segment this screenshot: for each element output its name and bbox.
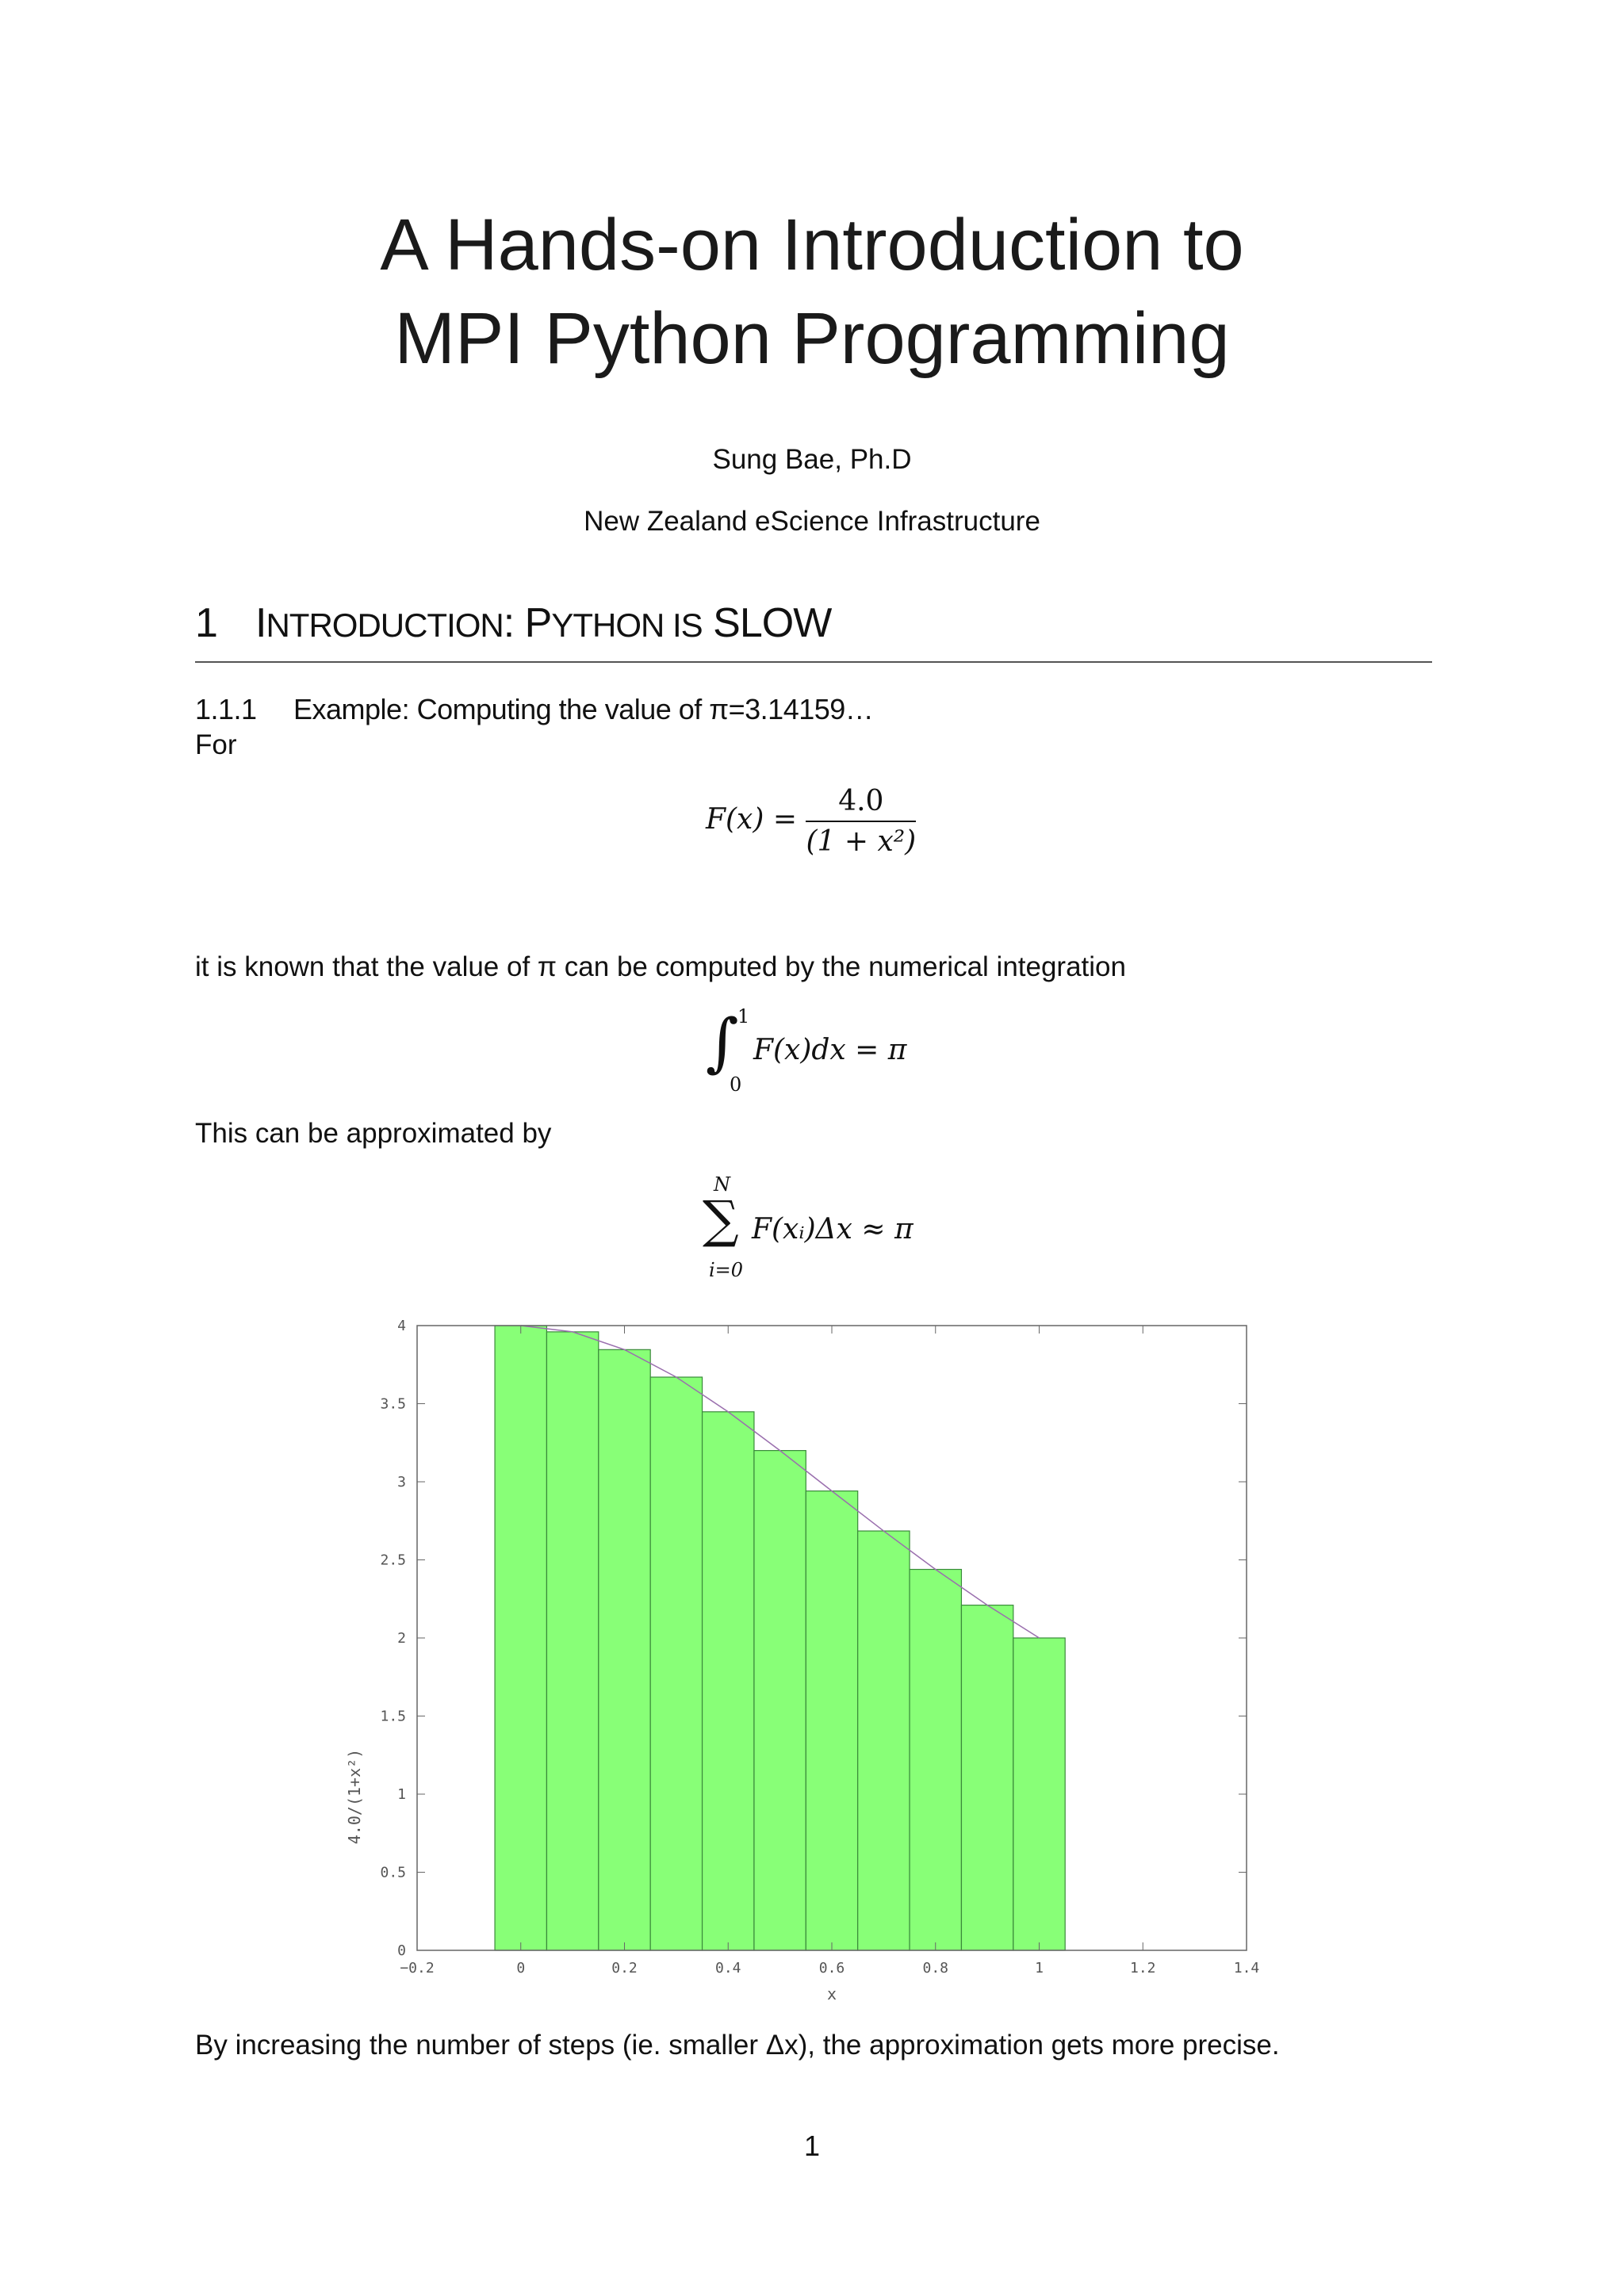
x-tick-label-5: 0.8: [922, 1960, 949, 1976]
eq1-fraction: [806, 785, 916, 858]
title-line-1: A Hands-on Introduction to: [380, 205, 1244, 285]
bar-10: [1013, 1638, 1065, 1950]
x-tick-label-2: 0.2: [611, 1960, 638, 1976]
sum-sign: ∑: [703, 1191, 739, 1249]
section-heading: [195, 596, 1432, 663]
x-tick-label-8: 1.4: [1233, 1960, 1260, 1976]
text-approx: This can be approximated by: [195, 1118, 552, 1149]
y-tick-label-2: 1: [397, 1786, 406, 1803]
bar-0: [495, 1326, 546, 1950]
bar-1: [546, 1332, 598, 1950]
x-tick-label-4: 0.6: [818, 1960, 845, 1976]
subsection-title: Example: Computing the value of π=3.14159…: [293, 693, 874, 725]
sum-lower: i=0: [709, 1259, 744, 1281]
equation-integral: [706, 1005, 944, 1100]
equation-sum: [703, 1173, 956, 1284]
eq1-numerator: 4.0: [806, 785, 916, 822]
eq1-denominator: (1 + x²): [806, 825, 917, 858]
text-integration: it is known that the value of π can be computed by the numerical integration: [195, 951, 1126, 982]
y-tick-label-0: 0: [397, 1942, 406, 1959]
bar-7: [858, 1531, 910, 1950]
y-axis-label: 4.0/(1+x²): [345, 1748, 364, 1845]
bars-group: [495, 1326, 1065, 1950]
x-tick-label-6: 1: [1035, 1960, 1044, 1976]
bar-6: [806, 1491, 857, 1950]
y-tick-label-6: 3: [397, 1474, 406, 1490]
section-title: INTRODUCTION: PYTHON IS SLOW: [255, 600, 832, 646]
y-tick-label-5: 2.5: [380, 1552, 406, 1569]
riemann-sum-chart: [341, 1308, 1277, 2022]
bar-3: [650, 1377, 702, 1950]
author: Sung Bae, Ph.D: [712, 444, 912, 475]
integral-body: F(x)dx = π: [753, 1034, 907, 1066]
affiliation: New Zealand eScience Infrastructure: [584, 506, 1040, 537]
eq1-lhs: F(x) =: [706, 803, 797, 836]
document-title: [0, 198, 1624, 385]
integral-lower: 0: [730, 1073, 742, 1096]
integral-sign: ∫: [706, 1005, 739, 1079]
subsection-number: 1.1.1: [195, 693, 257, 725]
y-tick-label-8: 4: [397, 1318, 406, 1334]
bar-2: [599, 1349, 650, 1950]
title-line-2: MPI Python Programming: [394, 298, 1230, 379]
y-tick-label-4: 2: [397, 1630, 406, 1647]
bar-9: [961, 1605, 1013, 1950]
section-number: 1: [195, 600, 218, 646]
x-axis-label: x: [826, 1984, 837, 2003]
x-tick-label-3: 0.4: [714, 1960, 741, 1976]
subsection-heading: [195, 693, 873, 726]
bar-5: [754, 1451, 806, 1950]
equation-f-of-x: [706, 785, 916, 858]
bar-8: [910, 1570, 961, 1950]
sum-body: F(xᵢ)Δx ≈ π: [752, 1213, 914, 1246]
sum-upper: N: [714, 1173, 730, 1196]
y-tick-label-1: 0.5: [380, 1864, 406, 1881]
text-conclusion: By increasing the number of steps (ie. smaller Δx), the approximation gets more precise.: [195, 2030, 1280, 2061]
page-number: 1: [803, 2130, 821, 2162]
bar-4: [703, 1412, 754, 1950]
integral-upper: 1: [737, 1005, 750, 1027]
y-tick-label-3: 1.5: [380, 1708, 406, 1725]
x-tick-label-7: 1.2: [1129, 1960, 1156, 1976]
text-for: For: [195, 729, 237, 760]
y-tick-label-7: 3.5: [380, 1395, 406, 1413]
x-tick-label-0: −0.2: [400, 1960, 435, 1976]
x-tick-label-1: 0: [516, 1960, 526, 1976]
